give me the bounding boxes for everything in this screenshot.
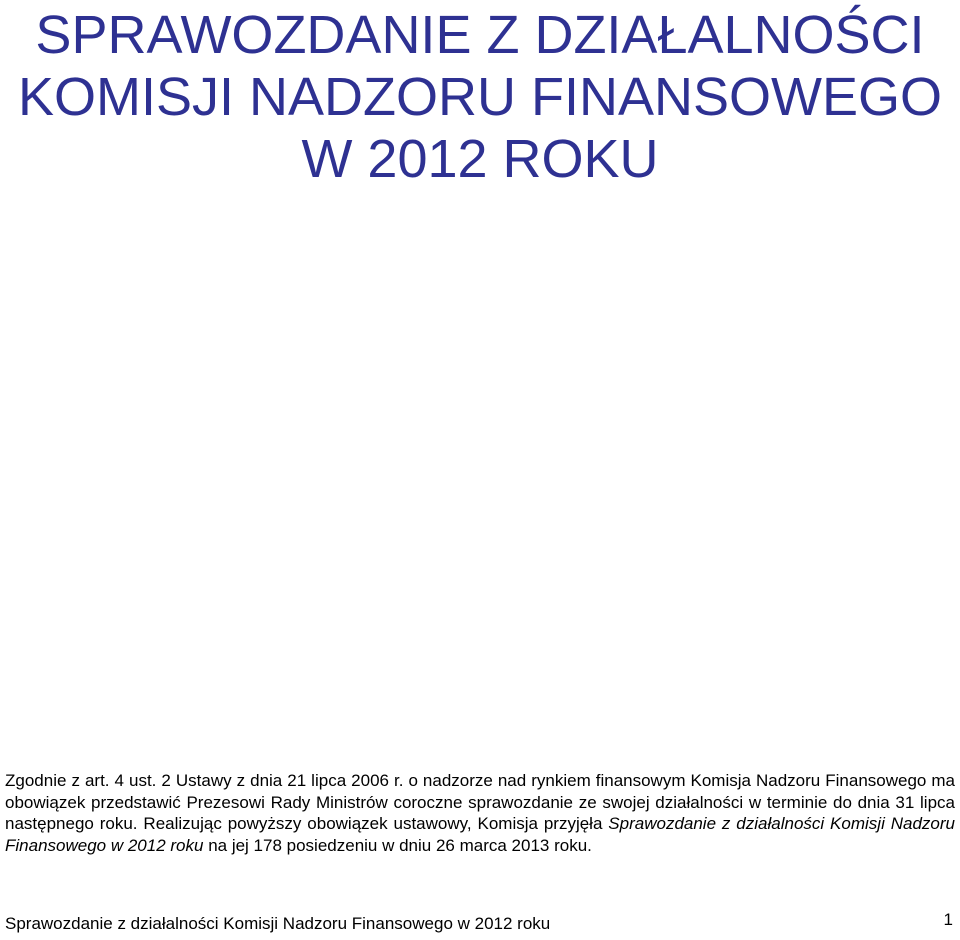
title-line-1: SPRAWOZDANIE Z DZIAŁALNOŚCI	[35, 5, 925, 65]
intro-text-part-2: na jej 178 posiedzeniu w dniu 26 marca 2013 roku.	[203, 835, 592, 855]
intro-text-part-1: Zgodnie z art. 4 ust. 2 Ustawy z dnia 21 lipca 2006 r. o nadzorze nad rynkiem finansowym Komisja Nadzoru Finansowego ma obowiązek przedstawić Prezesowi Rady Ministrów coroczne sprawozdanie ze swojej działalności w terminie do dnia 31 lipca następnego roku. Realizując powyższy obowiązek ustawowy, Komisja przyjęła	[5, 771, 955, 833]
title-line-3: W 2012 ROKU	[301, 129, 659, 189]
page-number: 1	[943, 910, 953, 929]
document-title	[0, 0, 960, 190]
footer-text: Sprawozdanie z działalności Komisji Nadzoru Finansowego w 2012 roku	[5, 914, 551, 933]
intro-paragraph	[5, 770, 955, 856]
page-footer	[5, 912, 955, 936]
intro-report-title: Sprawozdanie z działalności Komisji Nadzoru Finansowego w 2012 roku	[5, 814, 955, 855]
title-line-2: KOMISJI NADZORU FINANSOWEGO	[17, 67, 943, 127]
